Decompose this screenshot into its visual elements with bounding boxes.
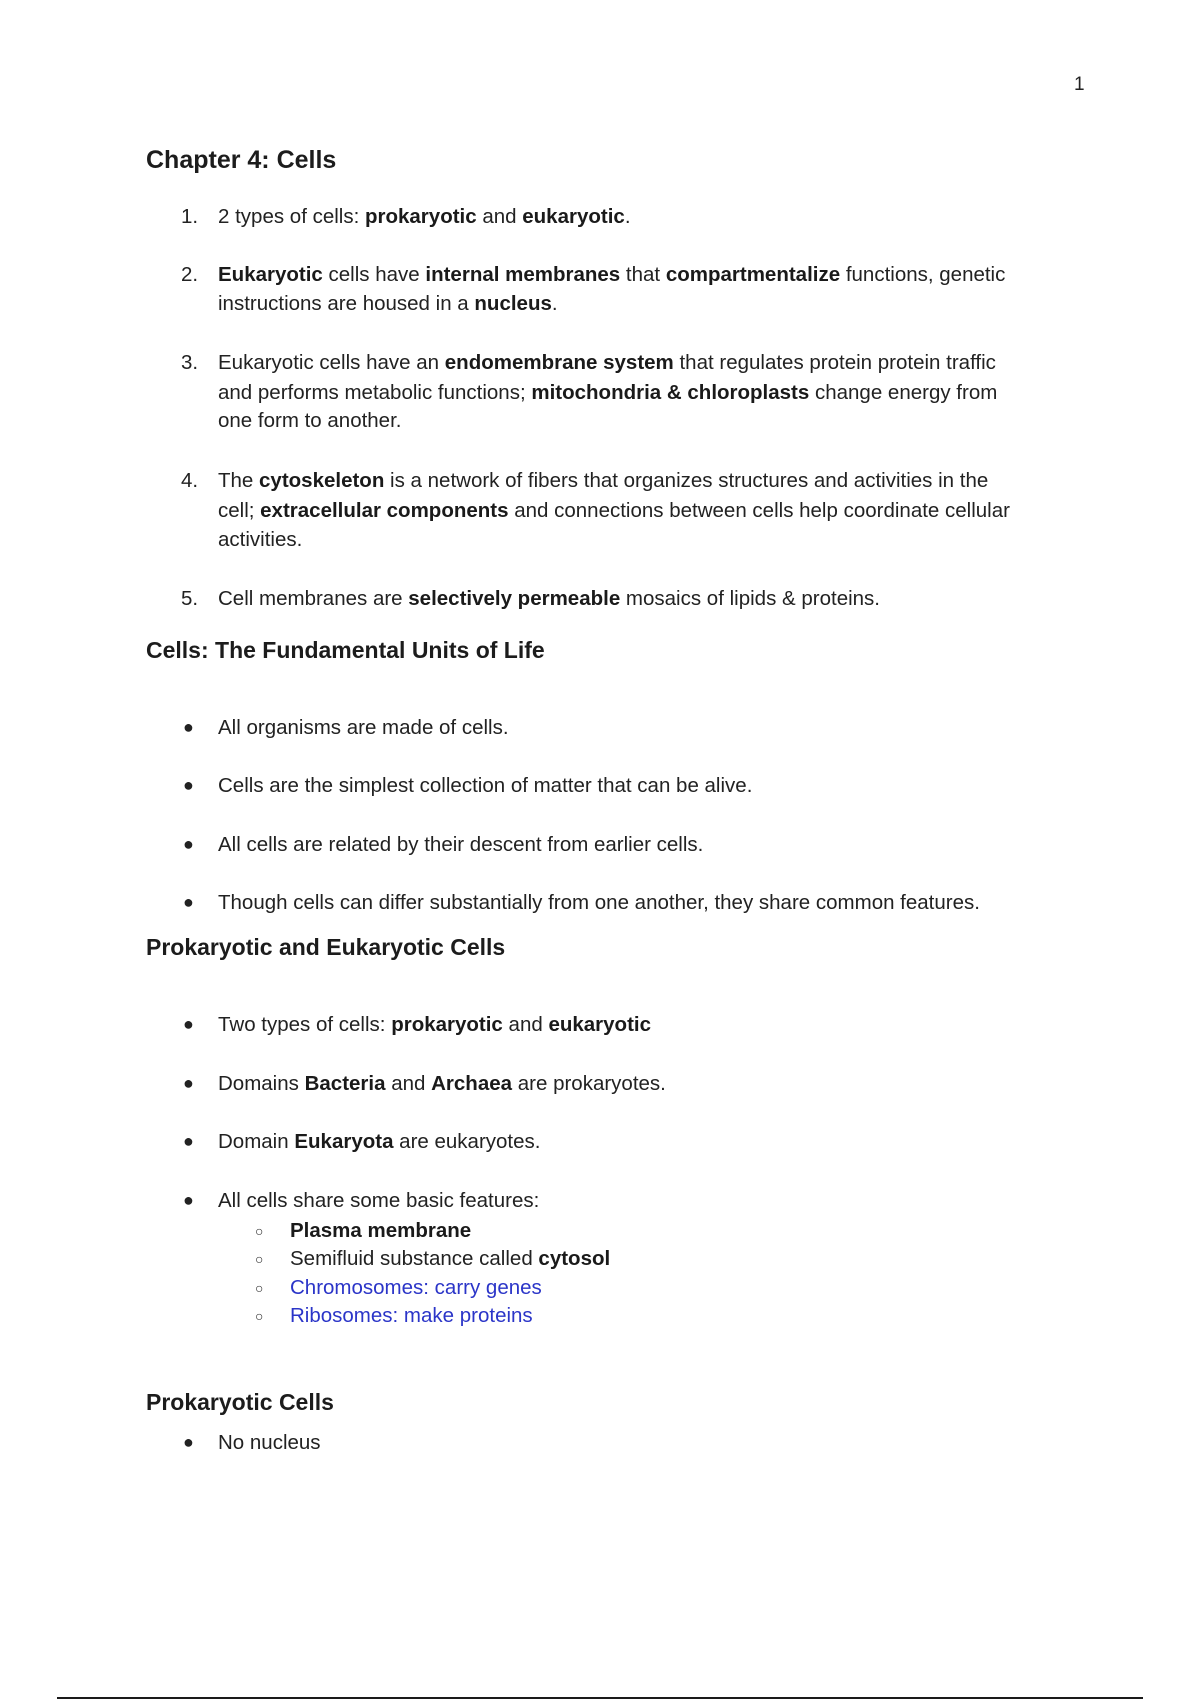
bold-term: prokaryotic: [391, 1013, 503, 1036]
list-item: Domains Bacteria and Archaea are prokaryotes.: [218, 1072, 666, 1095]
numbered-item-line: and performs metabolic functions; mitochondria & chloroplasts change energy from: [218, 381, 998, 404]
sublist-link-item[interactable]: Ribosomes: make proteins: [290, 1304, 533, 1327]
numbered-item-line: cell; extracellular components and connections between cells help coordinate cellular: [218, 499, 1010, 522]
sublist-link-item[interactable]: Chromosomes: carry genes: [290, 1276, 542, 1299]
list-number: 4.: [181, 469, 199, 492]
bullet-icon: ●: [183, 1014, 194, 1034]
bold-term: Bacteria: [304, 1072, 386, 1095]
bullet-icon: ●: [183, 1131, 194, 1151]
bold-term: eukaryotic: [522, 205, 625, 228]
bullet-icon: ●: [183, 775, 194, 795]
list-item: All cells are related by their descent from earlier cells.: [218, 833, 704, 856]
bold-term: nucleus: [474, 292, 552, 315]
bold-term: internal membranes: [425, 263, 621, 286]
numbered-item-line: 2 types of cells: prokaryotic and eukaryotic.: [218, 205, 631, 228]
bold-term: prokaryotic: [364, 205, 477, 228]
list-item: Two types of cells: prokaryotic and eukaryotic: [218, 1013, 652, 1036]
hollow-bullet-icon: ○: [255, 1251, 264, 1267]
bold-term: extracellular components: [260, 499, 509, 522]
list-item: Cells are the simplest collection of matter that can be alive.: [218, 774, 753, 797]
hollow-bullet-icon: ○: [255, 1223, 264, 1239]
sublist-item: Semifluid substance called cytosol: [290, 1247, 611, 1270]
section-title-prokaryotic-eukaryotic: Prokaryotic and Eukaryotic Cells: [146, 934, 506, 960]
bold-term: cytoskeleton: [259, 469, 385, 492]
list-number: 2.: [181, 263, 199, 286]
numbered-item-line: one form to another.: [218, 409, 402, 432]
bold-term: endomembrane system: [444, 351, 674, 374]
numbered-item-line: Cell membranes are selectively permeable mosaics of lipids & proteins.: [218, 587, 881, 610]
section-title-fundamental-units: Cells: The Fundamental Units of Life: [146, 637, 545, 663]
bold-term: eukaryotic: [548, 1013, 652, 1036]
numbered-item-line: instructions are housed in a nucleus.: [218, 292, 558, 315]
section-title-prokaryotic-cells: Prokaryotic Cells: [146, 1389, 334, 1415]
list-item: All organisms are made of cells.: [218, 716, 509, 739]
list-item: Though cells can differ substantially from one another, they share common features.: [218, 891, 980, 914]
list-item: All cells share some basic features:: [218, 1189, 540, 1212]
numbered-item-line: Eukaryotic cells have internal membranes that compartmentalize functions, genetic: [218, 263, 1006, 286]
bullet-icon: ●: [183, 1432, 194, 1452]
list-item: Domain Eukaryota are eukaryotes.: [218, 1130, 541, 1153]
numbered-item-line: Eukaryotic cells have an endomembrane system that regulates protein protein traffic: [218, 351, 996, 374]
page-title: Chapter 4: Cells: [146, 146, 337, 174]
bold-term: Plasma membrane: [290, 1219, 472, 1242]
page-number: 1: [1074, 74, 1085, 95]
list-number: 5.: [181, 587, 199, 610]
bold-term: selectively permeable: [408, 587, 621, 610]
numbered-item-line: activities.: [218, 528, 303, 551]
list-number: 1.: [181, 205, 199, 228]
list-number: 3.: [181, 351, 199, 374]
bold-term: Eukaryota: [294, 1130, 394, 1153]
bold-term: Archaea: [431, 1072, 513, 1095]
list-item: No nucleus: [218, 1431, 321, 1454]
bold-term: Eukaryotic: [218, 263, 323, 286]
bottom-rule: [57, 1697, 1143, 1699]
bullet-icon: ●: [183, 1073, 194, 1093]
bullet-icon: ●: [183, 834, 194, 854]
bold-term: cytosol: [538, 1247, 611, 1270]
bullet-icon: ●: [183, 1190, 194, 1210]
bold-term: mitochondria & chloroplasts: [531, 381, 810, 404]
bold-term: compartmentalize: [665, 263, 841, 286]
sublist-item: [290, 1216, 471, 1245]
numbered-item-line: The cytoskeleton is a network of fibers that organizes structures and activities in the: [218, 469, 989, 492]
bullet-icon: ●: [183, 892, 194, 912]
hollow-bullet-icon: ○: [255, 1280, 264, 1296]
bullet-icon: ●: [183, 717, 194, 737]
hollow-bullet-icon: ○: [255, 1308, 264, 1324]
